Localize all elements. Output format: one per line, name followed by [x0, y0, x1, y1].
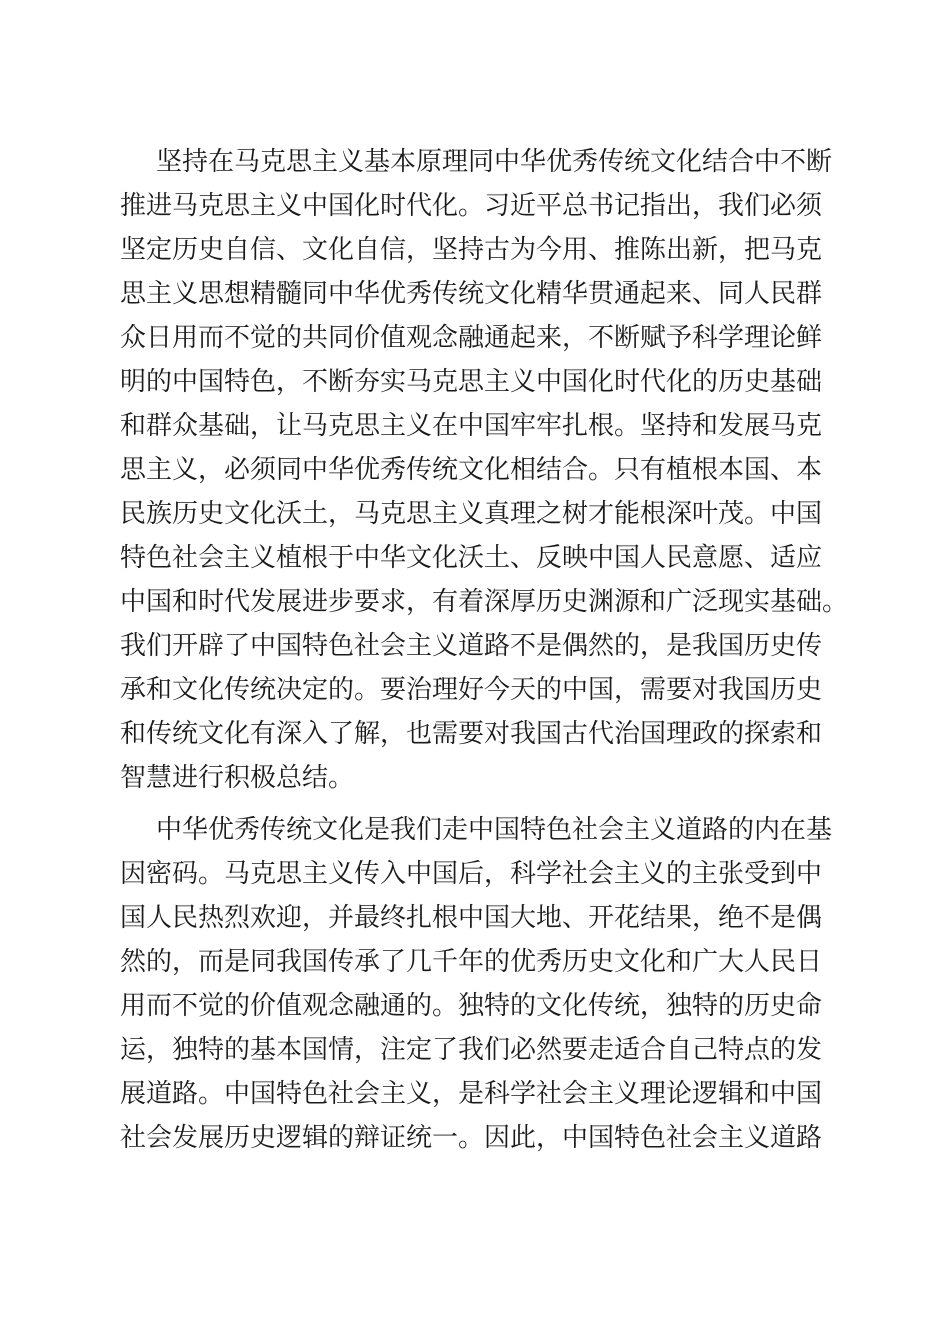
paragraph-2-line-7: 展道路。中国特色社会主义，是科学社会主义理论逻辑和中国 [120, 1079, 823, 1109]
paragraph-2-line-2: 因密码。马克思主义传入中国后，科学社会主义的主张受到中 [120, 859, 823, 889]
paragraph-1-line-12: 我们开辟了中国特色社会主义道路不是偶然的，是我国历史传 [120, 631, 823, 661]
paragraph-2-line-5: 用而不觉的价值观念融通的。独特的文化传统，独特的历史命 [120, 991, 823, 1021]
paragraph-1-line-6: 明的中国特色，不断夯实马克思主义中国化时代化的历史基础 [120, 367, 823, 397]
paragraph-1-line-14: 和传统文化有深入了解，也需要对我国古代治国理政的探索和 [120, 719, 823, 749]
paragraph-1-line-13: 承和文化传统决定的。要治理好今天的中国，需要对我国历史 [120, 675, 823, 705]
paragraph-2-line-8: 社会发展历史逻辑的辩证统一。因此，中国特色社会主义道路 [120, 1123, 823, 1153]
paragraph-1-line-10: 特色社会主义植根于中华文化沃土、反映中国人民意愿、适应 [120, 543, 823, 573]
paragraph-1-line-3: 坚定历史自信、文化自信，坚持古为今用、推陈出新，把马克 [120, 235, 823, 265]
paragraph-1-line-5: 众日用而不觉的共同价值观念融通起来，不断赋予科学理论鲜 [120, 323, 823, 353]
paragraph-2-line-1: 中华优秀传统文化是我们走中国特色社会主义道路的内在基 [156, 815, 833, 845]
paragraph-1-line-7: 和群众基础，让马克思主义在中国牢牢扎根。坚持和发展马克 [120, 411, 823, 441]
paragraph-2-line-4: 然的，而是同我国传承了几千年的优秀历史文化和广大人民日 [120, 947, 823, 977]
paragraph-1-line-9: 民族历史文化沃土，马克思主义真理之树才能根深叶茂。中国 [120, 499, 823, 529]
paragraph-2-line-6: 运，独特的基本国情，注定了我们必然要走适合自己特点的发 [120, 1035, 823, 1065]
paragraph-1-line-11: 中国和时代发展进步要求，有着深厚历史渊源和广泛现实基础。 [120, 587, 849, 617]
paragraph-1-line-15: 智慧进行积极总结。 [120, 763, 355, 793]
paragraph-2-line-3: 国人民热烈欢迎，并最终扎根中国大地、开花结果，绝不是偶 [120, 903, 823, 933]
paragraph-1-line-8: 思主义，必须同中华优秀传统文化相结合。只有植根本国、本 [120, 455, 823, 485]
paragraph-1-line-4: 思主义思想精髓同中华优秀传统文化精华贯通起来、同人民群 [120, 279, 823, 309]
paragraph-1-line-1: 坚持在马克思主义基本原理同中华优秀传统文化结合中不断 [156, 147, 833, 177]
paragraph-1-line-2: 推进马克思主义中国化时代化。习近平总书记指出，我们必须 [120, 191, 823, 221]
